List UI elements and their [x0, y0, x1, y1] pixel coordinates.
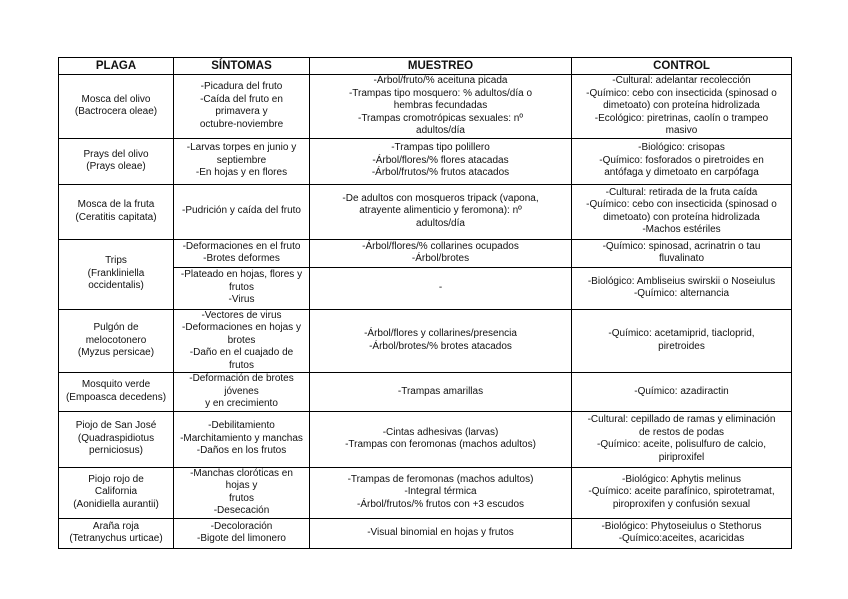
cell-muestreo: [310, 267, 572, 309]
header-sintomas: SÍNTOMAS: [174, 58, 310, 75]
cell-control: [572, 267, 792, 309]
cell-sintomas: [174, 309, 310, 373]
cell-plaga: [59, 75, 174, 139]
cell-control: [572, 518, 792, 548]
cell-sintomas: [174, 411, 310, 467]
control-text: -Biológico: crisopas -Químico: fosforados o piretroides en antófaga y dimetoato en carpófaga: [599, 142, 764, 179]
cell-muestreo: [310, 309, 572, 373]
cell-sintomas: [174, 267, 310, 309]
sintomas-text: -Debilitamiento -Marchitamiento y manchas -Daños en los frutos: [180, 420, 303, 457]
sintomas-text: -Picadura del fruto -Caída del fruto en primavera y octubre-noviembre: [199, 81, 284, 130]
cell-sintomas: [174, 373, 310, 412]
cell-control: [572, 411, 792, 467]
table-row: [59, 411, 792, 467]
muestreo-text: -: [438, 281, 443, 293]
muestreo-text: -Visual binomial en hojas y frutos: [367, 526, 514, 538]
muestreo-text: -De adultos con mosqueros tripack (vapona, atrayente alimenticio y feromona): nº adultos/día: [342, 192, 539, 229]
header-control: CONTROL: [572, 58, 792, 75]
plaga-text: Araña roja (Tetranychus urticae): [69, 520, 163, 544]
sintomas-text: -Plateado en hojas, flores y frutos -Virus: [180, 269, 303, 306]
cell-sintomas: [174, 518, 310, 548]
cell-control: [572, 138, 792, 184]
plaga-text: Pulgón de melocotonero (Myzus persicae): [77, 322, 155, 358]
control-text: -Cultural: adelantar recolección -Químico: cebo con insecticida (spinosad o dimetoato) con proteína hidrolizada -Ecológico: piretrinas, caolín o trampeo masivo: [586, 75, 777, 136]
muestreo-text: -Árbol/flores y collarines/presencia -Árbol/brotes/% brotes atacados: [364, 328, 517, 352]
cell-muestreo: [310, 138, 572, 184]
header-muestreo: MUESTREO: [310, 58, 572, 75]
cell-control: [572, 75, 792, 139]
table-row: [59, 138, 792, 184]
plaga-text: Piojo rojo de California (Aonidiella aurantii): [73, 473, 159, 510]
control-text: -Cultural: cepillado de ramas y eliminación de restos de podas -Químico: aceite, polisulfuro de calcio, piriproxifel: [587, 414, 776, 463]
cell-control: [572, 309, 792, 373]
muestreo-text: -Árbol/fruto/% aceituna picada -Trampas tipo mosquero: % adultos/día o hembras fecundadas -Trampas cromotrópicas sexuales: nº adultos/día: [348, 75, 533, 136]
control-text: -Biológico: Aphytis melinus -Químico: aceite parafínico, spirotetramat, piroproxifen y confusión sexual: [588, 473, 775, 510]
sintomas-text: -Deformación de brotes jóvenes y en crecimiento: [189, 373, 294, 409]
cell-sintomas: [174, 75, 310, 139]
muestreo-text: -Trampas tipo polillero -Árbol/flores/% flores atacadas -Árbol/frutos/% frutos atacados: [371, 142, 510, 179]
pest-control-table: [58, 57, 792, 549]
cell-muestreo: [310, 373, 572, 412]
control-text: -Químico: acetamiprid, tiacloprid, piretroides: [608, 328, 755, 352]
table-row: [59, 518, 792, 548]
cell-plaga: [59, 309, 174, 373]
control-text: -Químico: azadiractin: [634, 385, 729, 397]
cell-plaga: [59, 518, 174, 548]
plaga-text: Piojo de San José (Quadraspidiotus perniciosus): [75, 420, 157, 457]
sintomas-text: -Decoloración -Bigote del limonero: [197, 520, 286, 544]
muestreo-text: -Árbol/flores/% collarines ocupados -Árbol/brotes: [362, 240, 519, 264]
table-row: [59, 75, 792, 139]
cell-control: [572, 239, 792, 267]
table-row: [59, 239, 792, 267]
cell-muestreo: [310, 75, 572, 139]
cell-control: [572, 467, 792, 518]
plaga-text: Trips (Frankliniella occidentalis): [87, 255, 145, 292]
cell-plaga: [59, 411, 174, 467]
cell-control: [572, 184, 792, 239]
muestreo-text: -Trampas amarillas: [397, 385, 484, 397]
cell-plaga: [59, 138, 174, 184]
muestreo-text: -Trampas de feromonas (machos adultos) -Integral térmica -Árbol/frutos/% frutos con +3 escudos: [347, 473, 534, 510]
control-text: -Químico: spinosad, acrinatrin o tau fluvalinato: [602, 240, 761, 264]
table-row: [59, 373, 792, 412]
cell-muestreo: [310, 518, 572, 548]
cell-muestreo: [310, 467, 572, 518]
cell-plaga: [59, 467, 174, 518]
header-plaga: PLAGA: [59, 58, 174, 75]
cell-muestreo: [310, 411, 572, 467]
cell-muestreo: [310, 184, 572, 239]
table-row: [59, 467, 792, 518]
table-row: [59, 309, 792, 373]
muestreo-text: -Cintas adhesivas (larvas) -Trampas con feromonas (machos adultos): [345, 426, 536, 450]
sintomas-text: -Pudrición y caída del fruto: [182, 205, 301, 217]
sintomas-text: -Manchas cloróticas en hojas y frutos -Desecación: [190, 467, 293, 516]
cell-plaga: [59, 373, 174, 412]
sintomas-text: -Deformaciones en el fruto -Brotes deformes: [182, 240, 301, 264]
cell-sintomas: [174, 138, 310, 184]
sintomas-text: -Vectores de virus -Deformaciones en hojas y brotes -Daño en el cuajado de frutos: [182, 309, 301, 371]
plaga-text: Prays del olivo (Prays oleae): [83, 148, 149, 172]
cell-sintomas: [174, 467, 310, 518]
plaga-text: Mosca del olivo (Bactrocera oleae): [74, 93, 158, 118]
control-text: -Biológico: Ambliseius swirskii o Noseiulus -Químico: alternancia: [587, 275, 776, 299]
cell-sintomas: [174, 239, 310, 267]
header-row: [59, 58, 792, 75]
cell-plaga: [59, 184, 174, 239]
table-row: [59, 184, 792, 239]
cell-muestreo: [310, 239, 572, 267]
control-text: -Cultural: retirada de la fruta caída -Químico: cebo con insecticida (spinosad o dimetoato) con proteína hidrolizada -Machos estériles: [586, 186, 777, 235]
sintomas-text: -Larvas torpes en junio y septiembre -En hojas y en flores: [186, 142, 297, 179]
cell-control: [572, 373, 792, 412]
cell-plaga: [59, 239, 174, 309]
plaga-text: Mosca de la fruta (Ceratitis capitata): [75, 199, 157, 223]
cell-sintomas: [174, 184, 310, 239]
plaga-text: Mosquito verde (Empoasca decedens): [65, 379, 167, 403]
control-text: -Biológico: Phytoseiulus o Stethorus -Químico:aceites, acaricidas: [601, 520, 762, 544]
